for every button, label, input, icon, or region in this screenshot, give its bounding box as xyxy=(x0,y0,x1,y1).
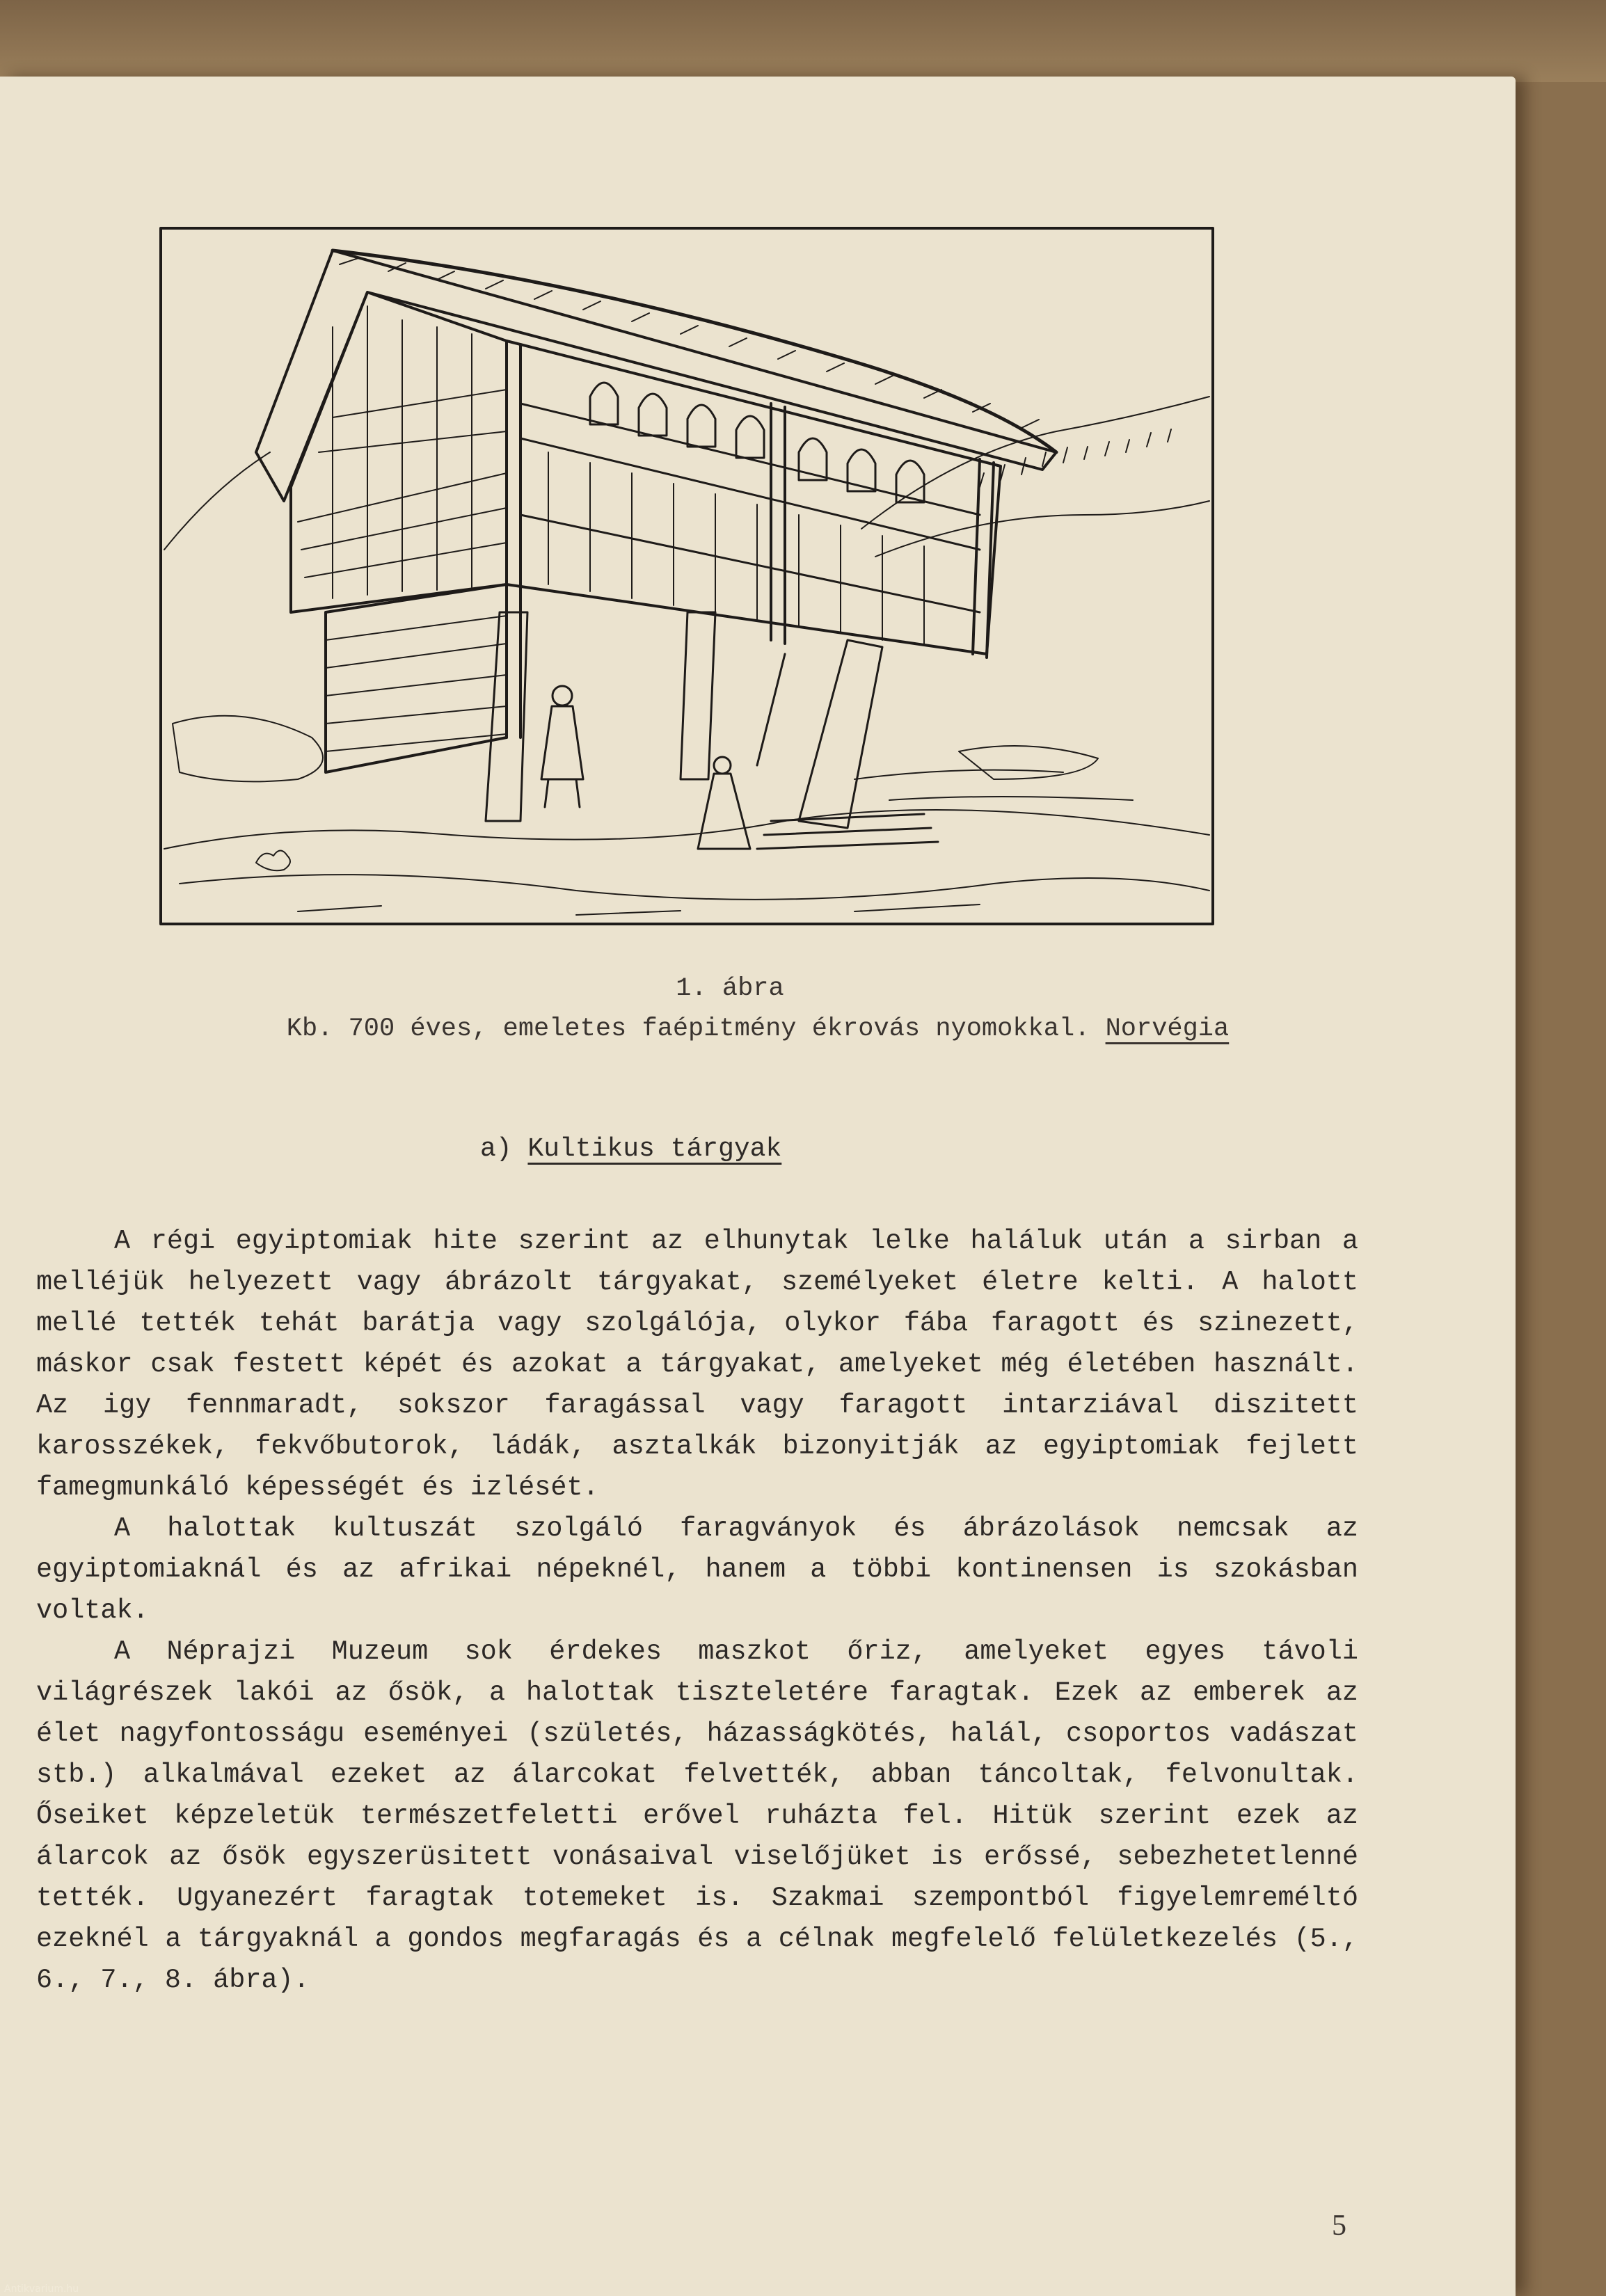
book-page xyxy=(0,77,1516,2296)
figure-number: 1. ábra xyxy=(676,974,784,1003)
figure-place: Norvégia xyxy=(1105,1014,1230,1044)
section-heading xyxy=(480,1134,781,1164)
page-number: 5 xyxy=(1332,2210,1346,2242)
figure-caption-text: Kb. 700 éves, emeletes faépitmény ékrovás nyomokkal. xyxy=(286,1014,1090,1044)
section-marker: a) xyxy=(480,1134,512,1164)
figure-caption xyxy=(0,1014,1516,1044)
norwegian-storehouse-illustration xyxy=(159,223,1216,930)
section-title: Kultikus tárgyak xyxy=(527,1134,782,1164)
watermark: Antikvarium.hu xyxy=(4,2283,79,2295)
paragraph: A régi egyiptomiak hite szerint az elhunytak lelke haláluk után a sirban a melléjük helyezett vagy ábrázolt tárgyakat, személyeket életre kelti. A halott mellé tették tehát barátja vagy szolgálója, olykor fába faragott és szinezett, máskor csak festett képét és azokat a tárgyakat, amelyeket még életében használt. Az igy fennmaradt, sokszor faragással vagy faragott intarziával diszitett karosszékek, fekvőbutorok, ládák, asztalkák bizonyitják az egyiptomiak fejlett famegmunkáló képességét és izlését. xyxy=(36,1226,1358,1503)
paragraph: A Néprajzi Muzeum sok érdekes maszkot őriz, amelyeket egyes távoli világrészek lakói az ősök, a halottak tiszteletére faragtak. Ezek az emberek az élet nagyfontosságu eseményei (születés, házasságkötés, halál, csoportos vadászat stb.) alkalmával ezeket az álarcokat felvették, abban táncoltak, felvonultak. Őseiket képzeletük természetfeletti erővel ruházta fel. Hitük szerint ezek az álarcok az ősök egyszerüsitett vonásaival viselőjüket is erőssé, sebezhetetlenné tették. Ugyanezért faragtak totemeket is. Szakmai szempontból figyelemreméltó ezeknél a tárgyaknál a gondos megfaragás és a célnak megfelelő felületkezelés (5., 6., 7., 8. ábra). xyxy=(36,1636,1358,1995)
paragraph: A halottak kultuszát szolgáló faragványok és ábrázolások nemcsak az egyiptomiaknál és az afrikai népeknél, hanem a többi kontinensen is szokásban voltak. xyxy=(36,1513,1358,1626)
background-strip xyxy=(0,0,1606,82)
body-text xyxy=(36,1221,1358,2001)
